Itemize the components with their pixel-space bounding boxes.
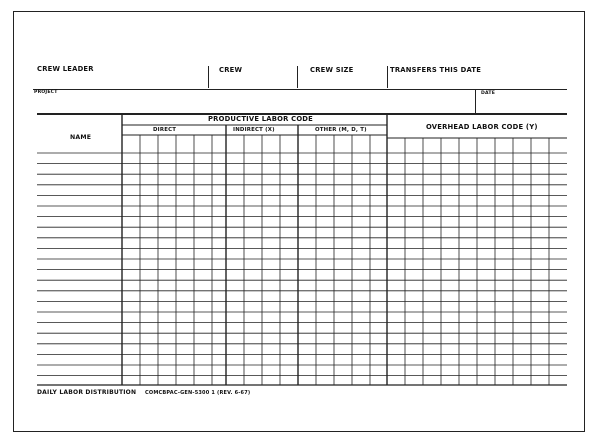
transfers-label: TRANSFERS THIS DATE: [390, 66, 482, 74]
crew-label: CREW: [219, 66, 243, 74]
indirect-header: INDIRECT (X): [233, 127, 275, 133]
date-label: DATE: [481, 91, 496, 96]
crew-size-label: CREW SIZE: [310, 66, 354, 74]
footer-form-code: COMCBPAC-GEN-5300 1 (REV. 6-67): [145, 390, 251, 396]
project-label: PROJECT: [34, 90, 58, 95]
name-header: NAME: [70, 134, 92, 141]
footer-title: DAILY LABOR DISTRIBUTION: [37, 389, 137, 396]
crew-leader-label: CREW LEADER: [37, 65, 94, 73]
overhead-labor-header: OVERHEAD LABOR CODE (Y): [426, 123, 538, 131]
direct-header: DIRECT: [153, 127, 177, 133]
other-header: OTHER (M, D, T): [315, 127, 367, 133]
productive-labor-header: PRODUCTIVE LABOR CODE: [208, 115, 313, 123]
